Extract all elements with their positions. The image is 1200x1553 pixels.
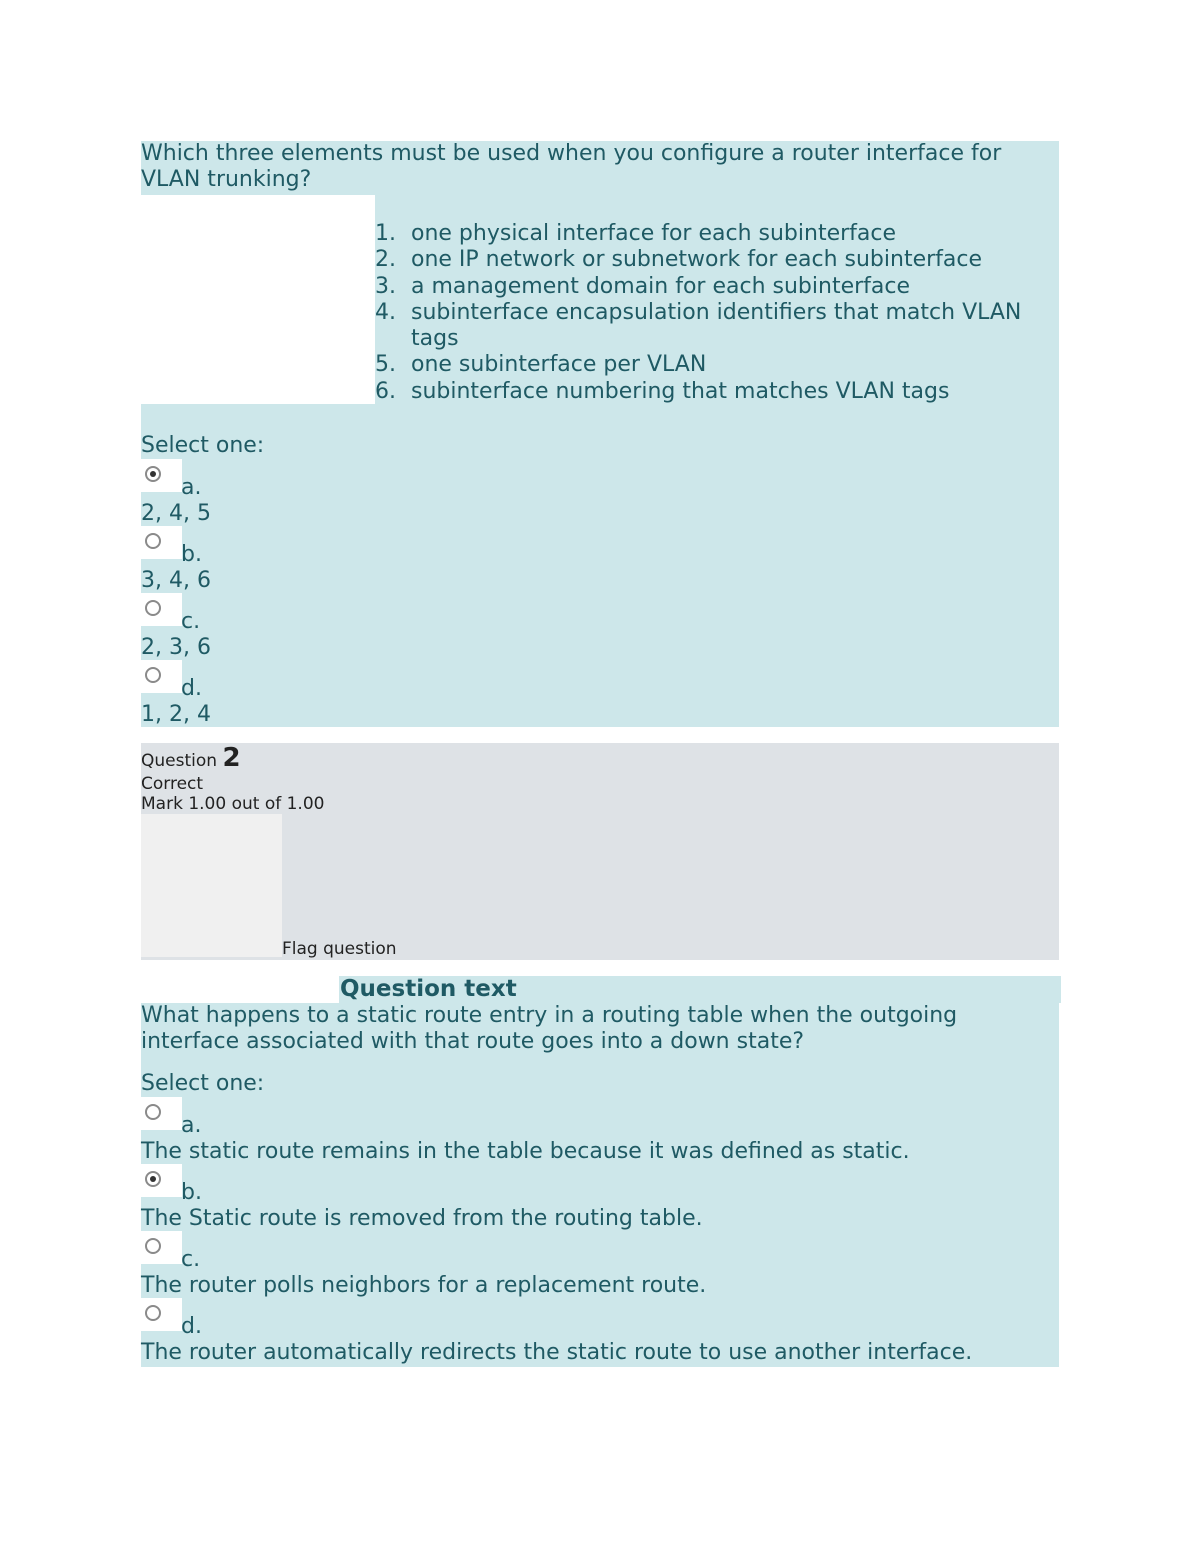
question-1-element-list — [375, 221, 1055, 405]
option-letter: c. — [181, 1247, 201, 1272]
option-letter: d. — [181, 676, 202, 701]
list-item: 1. one physical interface for each subinterface — [375, 221, 897, 246]
option-letter: b. — [181, 542, 202, 567]
flag-question-link[interactable]: Flag question — [282, 939, 397, 959]
option-text: The router automatically redirects the static route to use another interface. — [141, 1340, 973, 1365]
radio-icon[interactable] — [145, 533, 161, 549]
question-number: Question 2 — [141, 743, 241, 773]
question-1-text: Which three elements must be used when you configure a router interface for VLAN trunking? — [141, 141, 1002, 192]
option-letter: c. — [181, 609, 201, 634]
radio-checked-icon[interactable] — [145, 1171, 161, 1187]
question-mark: Mark 1.00 out of 1.00 — [141, 794, 325, 814]
list-indent-gap — [141, 195, 375, 404]
radio-icon[interactable] — [145, 1305, 161, 1321]
option-letter: a. — [181, 1113, 202, 1138]
list-item: 6. subinterface numbering that matches VLAN tags — [375, 378, 950, 404]
option-text: 3, 4, 6 — [141, 568, 211, 593]
radio-icon[interactable] — [145, 600, 161, 616]
radio-icon[interactable] — [145, 1104, 161, 1120]
option-letter: d. — [181, 1314, 202, 1339]
option-text: The Static route is removed from the routing table. — [141, 1206, 703, 1231]
select-one-label: Select one: — [141, 1071, 265, 1096]
radio-icon[interactable] — [145, 667, 161, 683]
option-text: The router polls neighbors for a replacement route. — [141, 1273, 707, 1298]
list-item: 4. subinterface encapsulation identifiers that match VLAN tags — [375, 299, 1022, 352]
radio-checked-icon[interactable] — [145, 466, 161, 482]
list-item: 3. a management domain for each subinterface — [375, 273, 911, 299]
flag-image-placeholder — [141, 814, 282, 957]
list-item: 2. one IP network or subnetwork for each subinterface — [375, 247, 983, 273]
option-text: 1, 2, 4 — [141, 702, 211, 727]
question-state: Correct — [141, 774, 204, 794]
option-text: 2, 3, 6 — [141, 635, 211, 660]
question-2-text: What happens to a static route entry in a routing table when the outgoing interface associated with that route goes into a down state? — [141, 1003, 958, 1054]
question-2-info — [141, 743, 1059, 960]
list-item: 5. one subinterface per VLAN — [375, 352, 707, 378]
option-text: 2, 4, 5 — [141, 501, 211, 526]
option-text: The static route remains in the table because it was defined as static. — [141, 1139, 910, 1164]
select-one-label: Select one: — [141, 433, 265, 458]
option-letter: a. — [181, 475, 202, 500]
question-2-content — [141, 1003, 1059, 1367]
option-letter: b. — [181, 1180, 202, 1205]
question-text-heading: Question text — [340, 976, 517, 1002]
radio-icon[interactable] — [145, 1238, 161, 1254]
question-1-content — [141, 141, 1059, 727]
